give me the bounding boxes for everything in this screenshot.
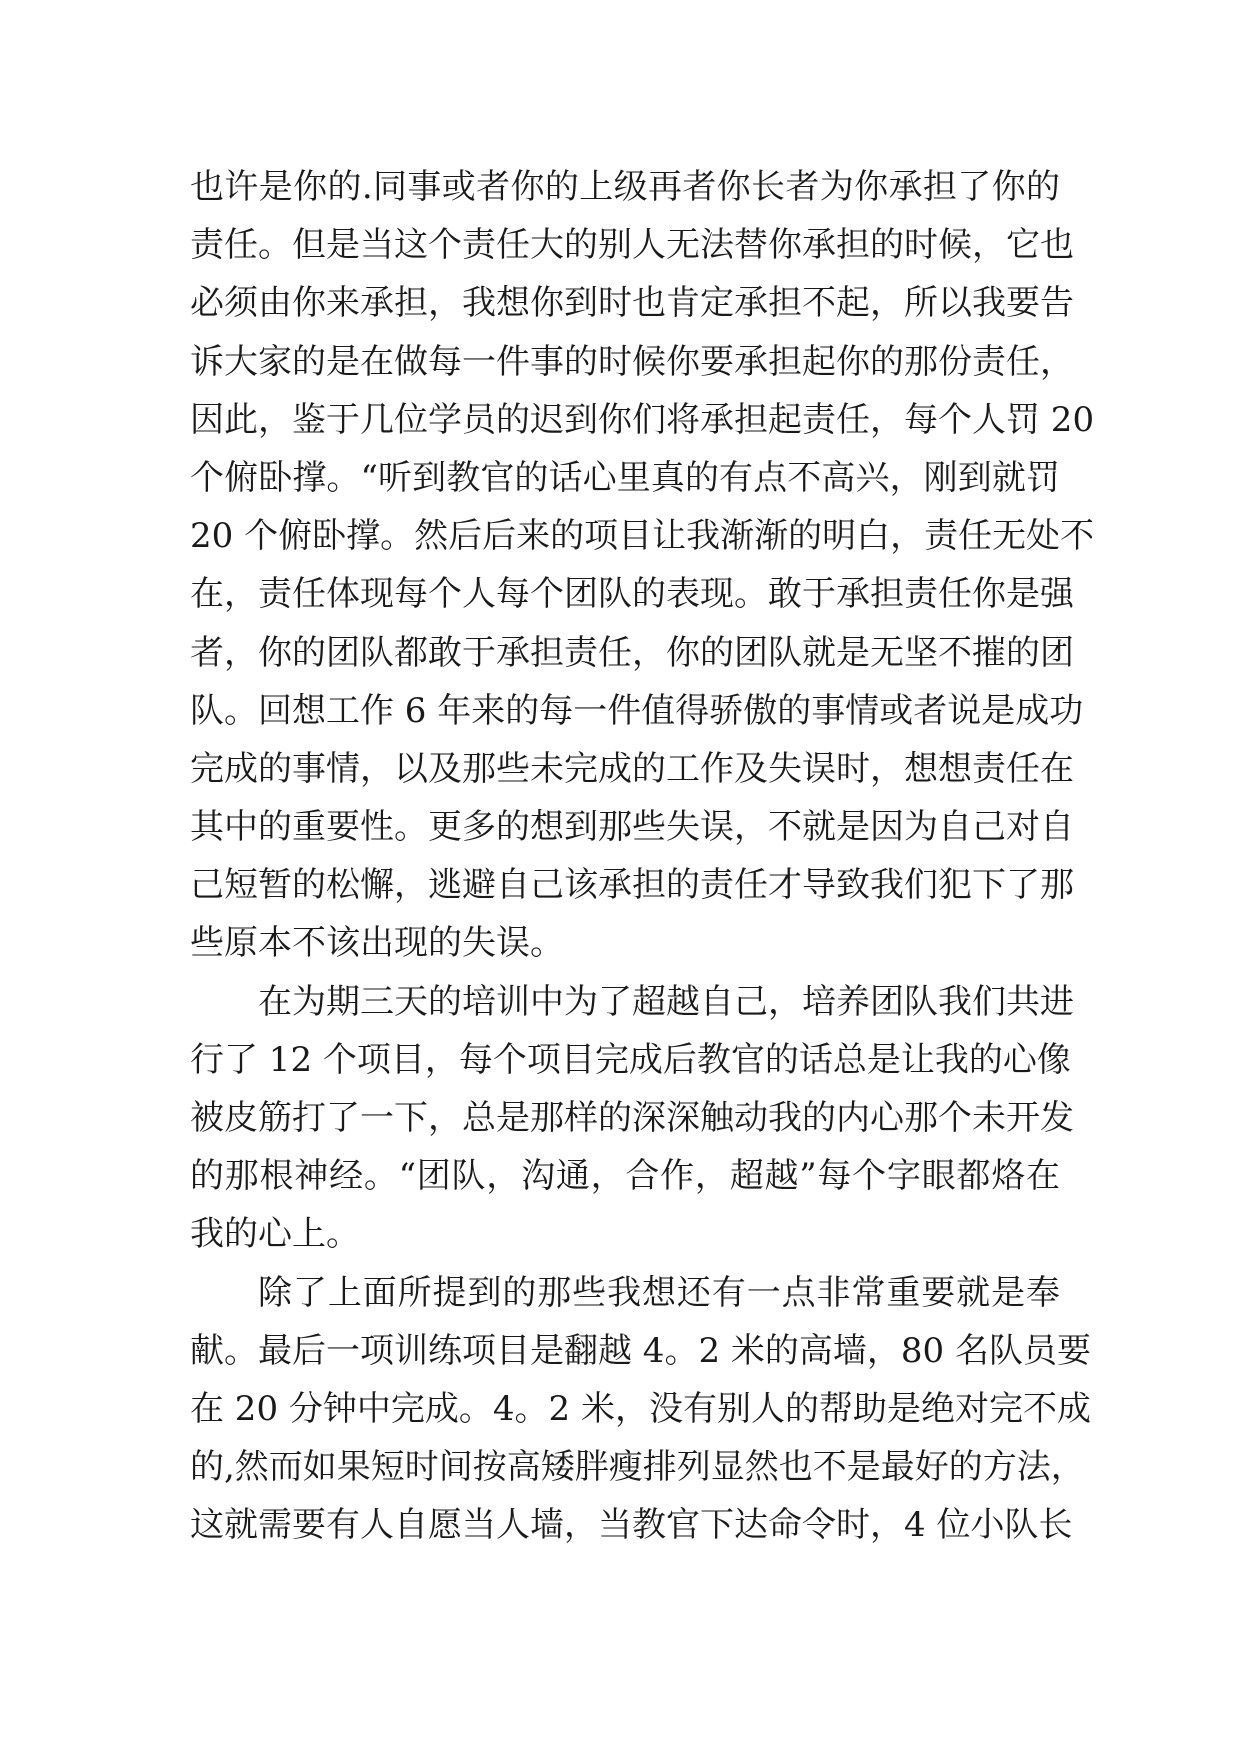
text-line: 献。最后一项训练项目是翻越 4。2 米的高墙，80 名队员要 xyxy=(190,1330,1091,1371)
text-line: 也许是你的.同事或者你的上级再者你长者为你承担了你的 xyxy=(190,167,1060,207)
text-line: 其中的重要性。更多的想到那些失误，不就是因为自己对自 xyxy=(190,807,1074,848)
body-text xyxy=(190,158,1095,1555)
text-line: 20 个俯卧撑。然后后来的项目让我渐渐的明白，责任无处不 xyxy=(190,516,1095,557)
text-line: 被皮筋打了一下，总是那样的深深触动我的内心那个未开发 xyxy=(190,1098,1074,1138)
text-line: 队。回想工作 6 年来的每一件值得骄傲的事情或者说是成功 xyxy=(190,690,1084,731)
text-line: 者，你的团队都敢于承担责任，你的团队就是无坚不摧的团 xyxy=(190,632,1074,673)
text-line: 的那根神经。“团队，沟通，合作，超越”每个字眼都烙在 xyxy=(190,1156,1060,1197)
text-line: 这就需要有人自愿当人墙，当教官下达命令时，4 位小队长 xyxy=(190,1505,1073,1546)
text-line: 完成的事情，以及那些未完成的工作及失误时，想想责任在 xyxy=(190,748,1074,789)
text-line: 在为期三天的培训中为了超越自己，培养团队我们共进 xyxy=(258,981,1074,1022)
text-line: 在，责任体现每个人每个团队的表现。敢于承担责任你是强 xyxy=(190,574,1074,615)
text-line: 个俯卧撑。“听到教官的话心里真的有点不高兴，刚到就罚 xyxy=(190,457,1060,498)
text-line: 除了上面所提到的那些我想还有一点非常重要就是奉 xyxy=(258,1272,1060,1313)
text-line: 我的心上。 xyxy=(190,1214,360,1255)
text-line: 必须由你来承担，我想你到时也肯定承担不起，所以我要告 xyxy=(190,283,1074,324)
text-line: 的,然而如果短时间按高矮胖瘦排列显然也不是最好的方法， xyxy=(190,1447,1085,1488)
text-line: 行了 12 个项目，每个项目完成后教官的话总是让我的心像 xyxy=(190,1039,1071,1080)
text-line: 因此，鉴于几位学员的迟到你们将承担起责任，每个人罚 20 xyxy=(190,399,1095,440)
text-line: 在 20 分钟中完成。4。2 米，没有别人的帮助是绝对完不成 xyxy=(190,1388,1091,1429)
text-line: 些原本不该出现的失误。 xyxy=(190,923,564,964)
text-line: 己短暂的松懈，逃避自己该承担的责任才导致我们犯下了那 xyxy=(190,865,1074,906)
text-line: 责任。但是当这个责任大的别人无法替你承担的时候，它也 xyxy=(190,225,1074,266)
text-line: 诉大家的是在做每一件事的时候你要承担起你的那份责任， xyxy=(190,341,1074,382)
